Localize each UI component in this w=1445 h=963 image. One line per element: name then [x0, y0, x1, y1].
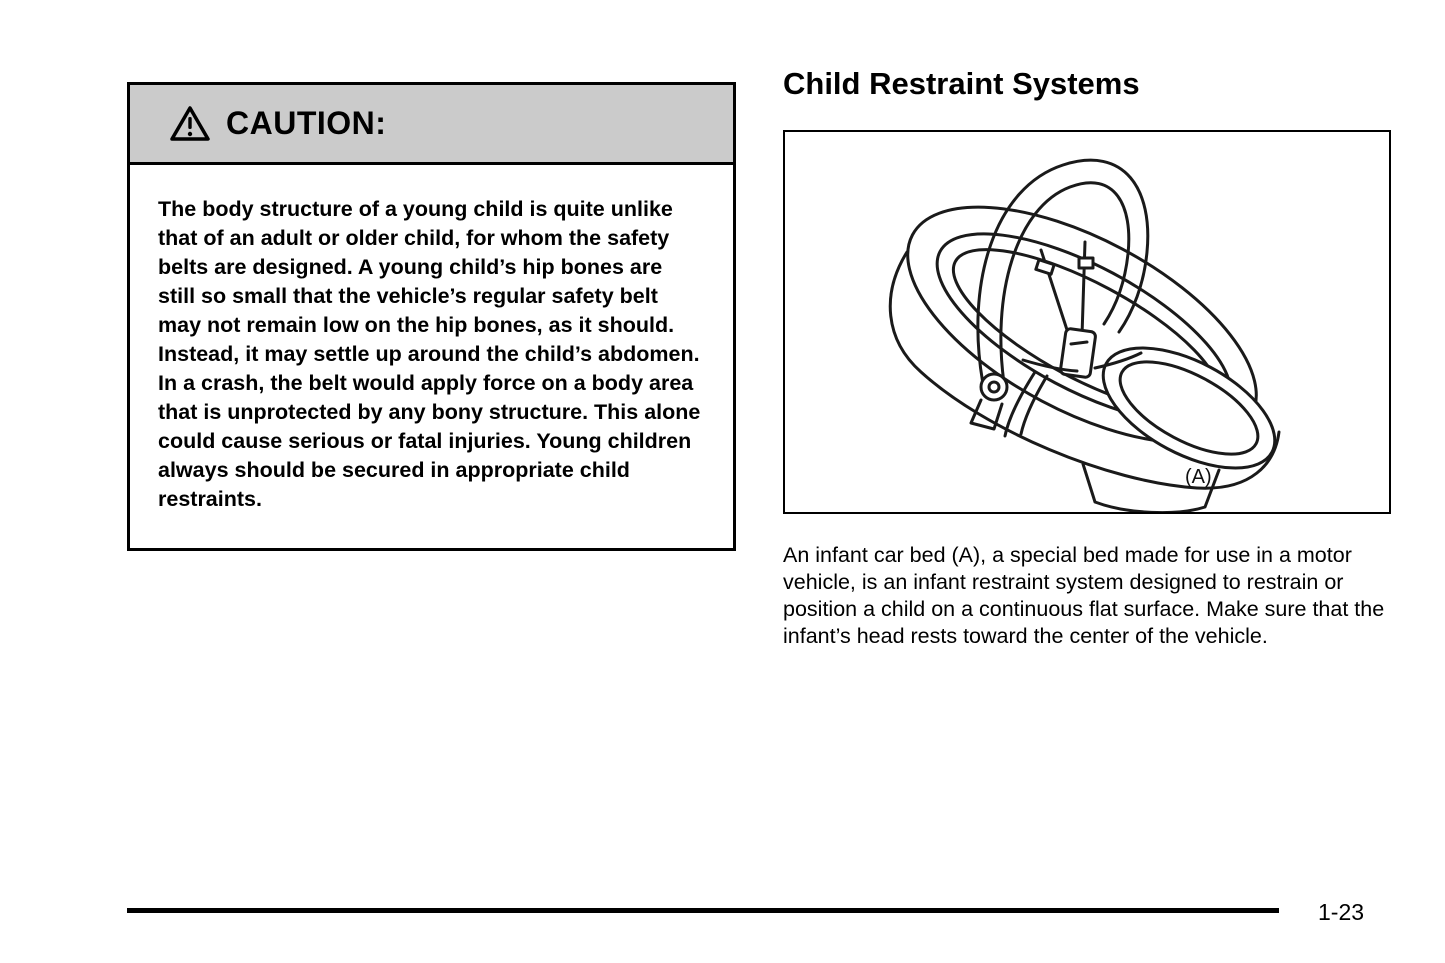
section-heading: Child Restraint Systems [783, 66, 1140, 101]
body-paragraph: An infant car bed (A), a special bed made for use in a motor vehicle, is an infant restraint system designed to restrain or position a child on a continuous flat surface. Make sure that the infant’s head rests toward the center of the vehicle. [783, 542, 1385, 648]
caution-body-text: The body structure of a young child is quite unlike that of an adult or older child, for whom the safety belts are designed. A young child’s hip bones are still so small that the vehicle’s regular safety belt may not remain low on the hip bones, as it should. Instead, it may settle up around the child’s abdomen. In a crash, the belt would apply force on a body area that is unprotected by any bony structure. This alone could cause serious or fatal injuries. Young children always should be secured in appropriate child restraints. [158, 197, 701, 511]
figure-label-A: (A) [1185, 465, 1212, 488]
footer-rule [127, 908, 1279, 913]
page-number: 1-23 [1318, 899, 1365, 925]
right-column [783, 66, 1391, 650]
infant-car-bed-figure [783, 130, 1391, 514]
warning-triangle-icon [170, 106, 210, 142]
infant-car-bed-illustration [785, 132, 1389, 512]
caution-box [127, 82, 736, 551]
caution-header [130, 85, 733, 165]
caution-title: CAUTION: [226, 105, 387, 141]
